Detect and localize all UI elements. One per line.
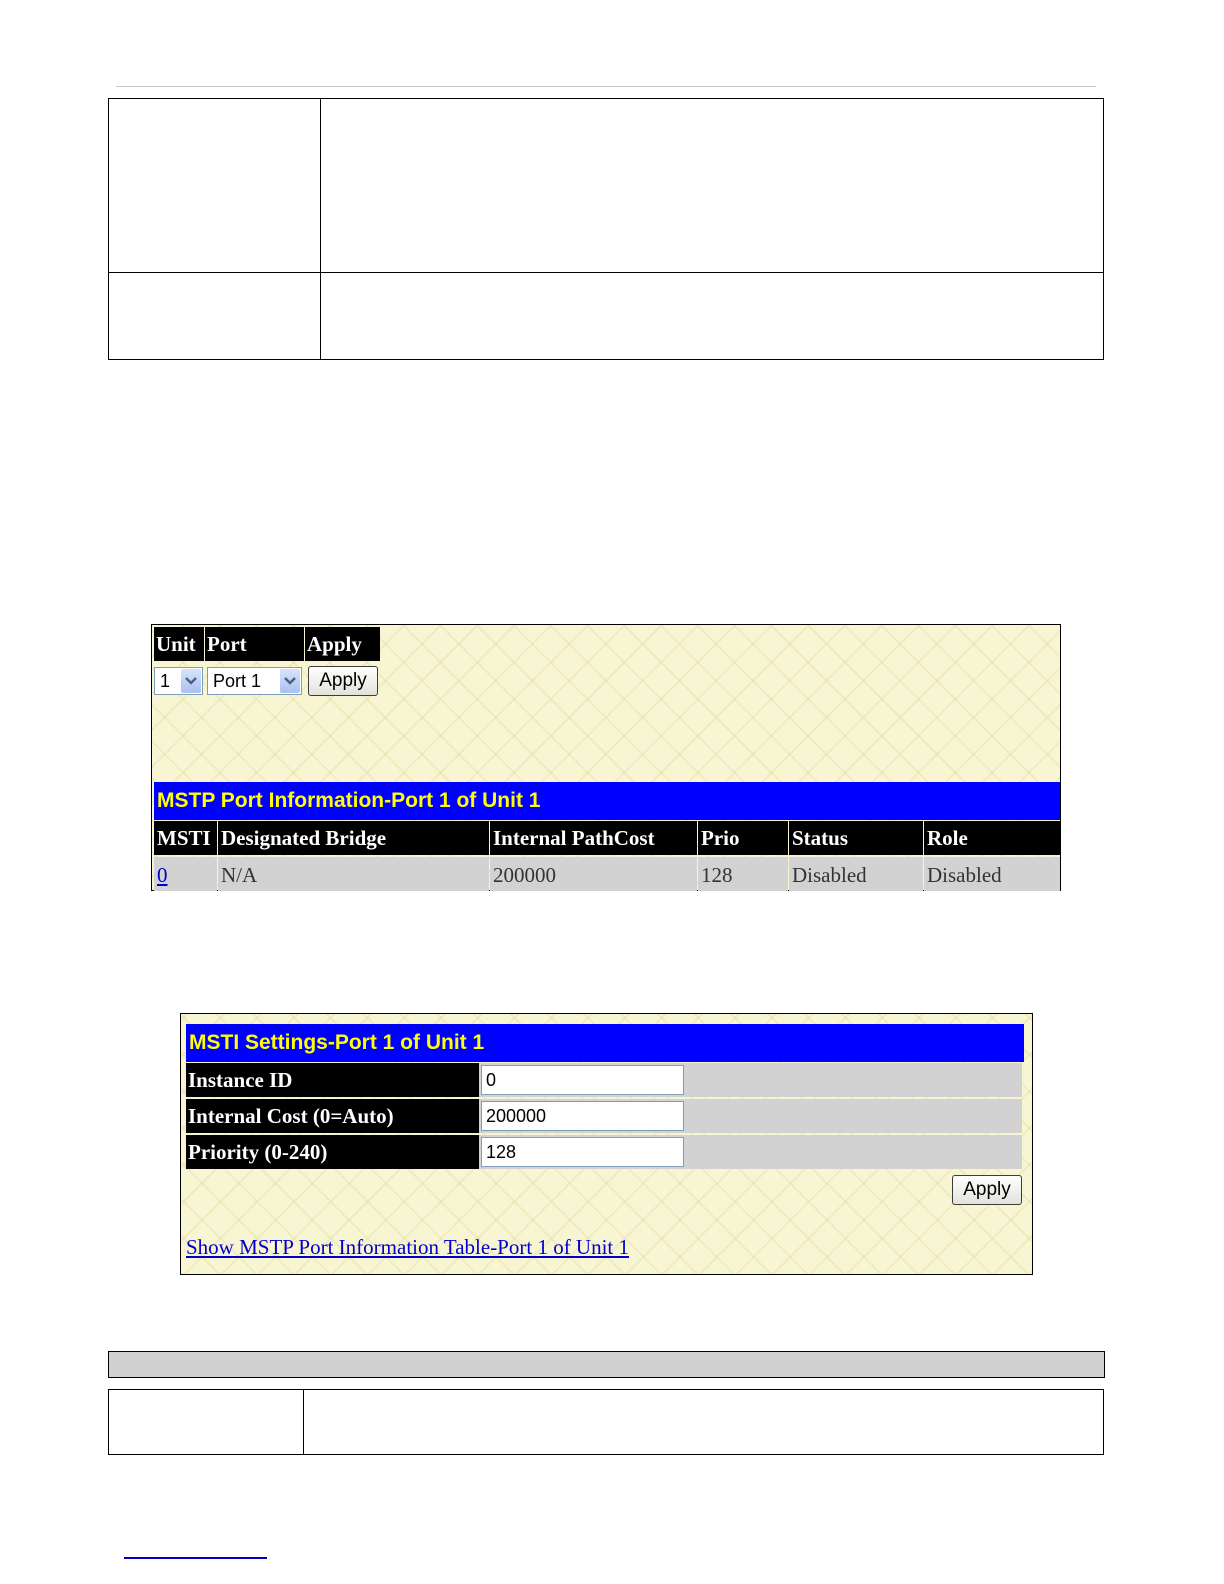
apply-header: Apply — [305, 627, 380, 661]
designated-bridge-cell: N/A — [218, 857, 489, 891]
column-header-prio: Prio — [698, 821, 788, 855]
table-cell — [109, 1390, 304, 1455]
column-header-msti: MSTI — [154, 821, 217, 855]
msti-apply-button[interactable]: Apply — [952, 1175, 1022, 1205]
priority-label: Priority (0-240) — [186, 1135, 479, 1169]
instance-id-input[interactable]: 0 — [481, 1065, 684, 1095]
parameter-table-top — [108, 98, 1104, 360]
chevron-down-icon[interactable] — [181, 669, 201, 693]
role-cell: Disabled — [924, 857, 1060, 891]
apply-button[interactable]: Apply — [308, 666, 378, 696]
column-header-designated-bridge: Designated Bridge — [218, 821, 489, 855]
show-mstp-port-information-link[interactable]: Show MSTP Port Information Table-Port 1 of Unit 1 — [186, 1235, 630, 1259]
page-header-rule — [116, 86, 1096, 87]
unit-select[interactable] — [154, 667, 203, 695]
table-cell — [304, 1390, 1104, 1455]
instance-id-label: Instance ID — [186, 1063, 479, 1097]
section-header-bar — [108, 1351, 1105, 1378]
table-cell — [109, 273, 321, 360]
msti-cell — [154, 857, 217, 891]
port-header: Port — [205, 627, 304, 661]
footer-link-underline[interactable] — [124, 1557, 267, 1559]
port-select[interactable] — [207, 667, 302, 695]
mstp-port-information-panel — [151, 624, 1061, 891]
port-select-value: Port 1 — [213, 671, 262, 691]
prio-cell: 128 — [698, 857, 788, 891]
internal-pathcost-cell: 200000 — [490, 857, 697, 891]
column-header-role: Role — [924, 821, 1060, 855]
status-cell: Disabled — [789, 857, 923, 891]
table-cell — [321, 273, 1104, 360]
table-cell — [109, 99, 321, 273]
column-header-internal-pathcost: Internal PathCost — [490, 821, 697, 855]
msti-settings-title: MSTI Settings-Port 1 of Unit 1 — [186, 1024, 1024, 1062]
priority-input[interactable]: 128 — [481, 1137, 684, 1167]
msti-settings-panel — [180, 1013, 1033, 1275]
internal-cost-label: Internal Cost (0=Auto) — [186, 1099, 479, 1133]
column-header-status: Status — [789, 821, 923, 855]
mstp-port-information-title: MSTP Port Information-Port 1 of Unit 1 — [154, 782, 1060, 820]
table-cell — [321, 99, 1104, 273]
unit-header: Unit — [154, 627, 204, 661]
chevron-down-icon[interactable] — [280, 669, 300, 693]
msti-link[interactable]: 0 — [157, 863, 168, 887]
internal-cost-input[interactable]: 200000 — [481, 1101, 684, 1131]
parameter-table-bottom — [108, 1389, 1104, 1455]
unit-select-value: 1 — [160, 671, 171, 691]
